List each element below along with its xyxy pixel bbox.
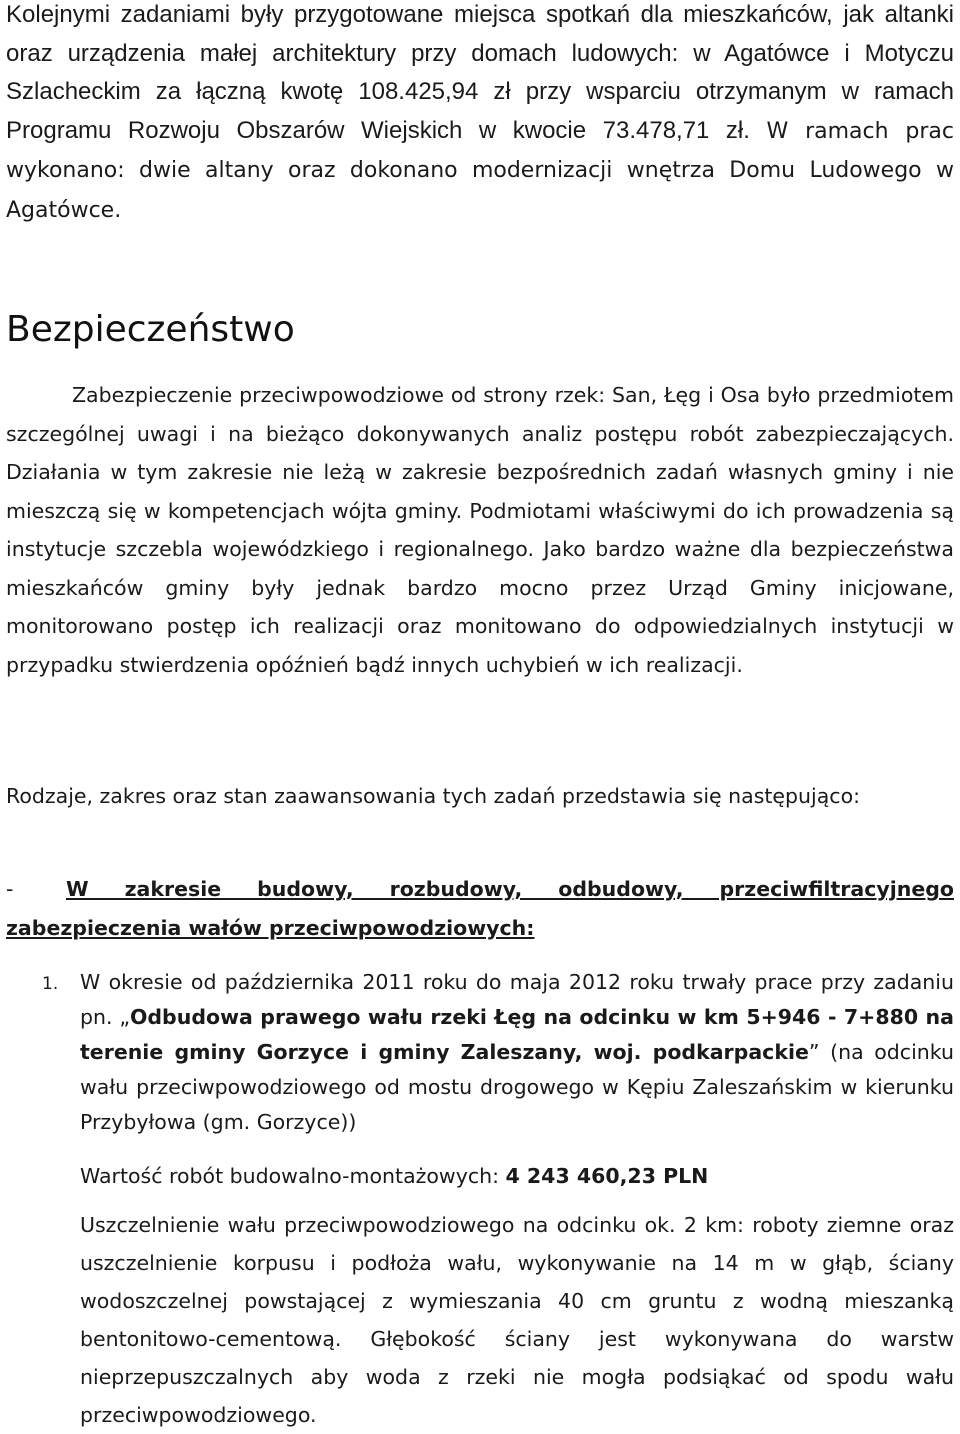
list-item-text xyxy=(80,965,954,1140)
task-title: Odbudowa prawego wału rzeki Łęg na odcinku w km 5+946 - 7+880 na terenie gminy Gorzyce i gminy Zaleszany, woj. podkarpackie xyxy=(80,1005,954,1064)
intro-paragraph xyxy=(6,0,954,230)
value-line xyxy=(80,1157,954,1195)
security-paragraph: Zabezpieczenie przeciwpowodziowe od strony rzek: San, Łęg i Osa było przedmiotem szczególnej uwagi i na bieżąco dokonywanych analiz postępu robót zabezpieczających. Działania w tym zakresie nie leżą w zakresie bezpośrednich zadań własnych gminy i nie mieszczą się w kompetencjach wójta gminy. Podmiotami właściwymi do ich prowadzenia są instytucje szczebla wojewódzkiego i regionalnego. Jako bardzo ważne dla bezpieczeństwa mieszkańców gminy były jednak bardzo mocno przez Urząd Gminy inicjowane, monitorowano postęp ich realizacji oraz monitowano do odpowiedzialnych instytucji w przypadku stwierdzenia opóźnień bądź innych uchybień w ich realizacji. xyxy=(6,383,954,677)
list-item-lead: W okresie od października 2011 roku do maja 2012 roku trwały prace przy zadaniu pn. „ xyxy=(80,970,954,1029)
list-number: 1. xyxy=(42,974,59,994)
sealing-paragraph: Uszczelnienie wału przeciwpowodziowego na odcinku ok. 2 km: roboty ziemne oraz uszczelnienie korpusu i podłoża wału, wykonywanie na 14 m w głąb, ściany wodoszczelnej powstającej z wymieszania 40 cm gruntu z wodną mieszanką bentonitowo-cementową. Głębokość ściany jest wykonywana do warstw nieprzepuszczalnych aby woda z rzeki nie mogła podsiąkać od spodu wału przeciwpowodziowego. xyxy=(80,1213,954,1427)
section-heading: Bezpieczeństwo xyxy=(6,309,295,350)
intro-text-continued: W ramach prac wykonano: dwie altany oraz dokonano modernizacji wnętrza Domu Ludowego w Agatówce. xyxy=(6,118,954,223)
bullet-text: W zakresie budowy, rozbudowy, odbudowy, przeciwfiltracyjnego zabezpieczenia wałów przeciwpowodziowych: xyxy=(6,877,954,940)
types-intro-paragraph: Rodzaje, zakres oraz stan zaawansowania tych zadań przedstawia się następująco: xyxy=(6,784,861,808)
list-item-tail: ” (na odcinku wału przeciwpowodziowego od mostu drogowego w Kępiu Zaleszańskim w kierunku Przybyłowa (gm. Gorzyce)) xyxy=(80,1040,954,1134)
value-label: Wartość robót budowalno-montażowych: xyxy=(80,1164,506,1188)
value-amount: 4 243 460,23 PLN xyxy=(505,1164,709,1188)
bullet-dash: - xyxy=(6,877,14,901)
bullet-item xyxy=(6,870,954,947)
intro-text: Kolejnymi zadaniami były przygotowane miejsca spotkań dla mieszkańców, jak altanki oraz urządzenia małej architektury przy domach ludowych: w Agatówce i Motyczu Szlacheckim za łączną kwotę 108.425,94 zł przy wsparciu otrzymanym w ramach Programu Rozwoju Obszarów Wiejskich w kwocie 73.478,71 zł. xyxy=(6,1,954,144)
